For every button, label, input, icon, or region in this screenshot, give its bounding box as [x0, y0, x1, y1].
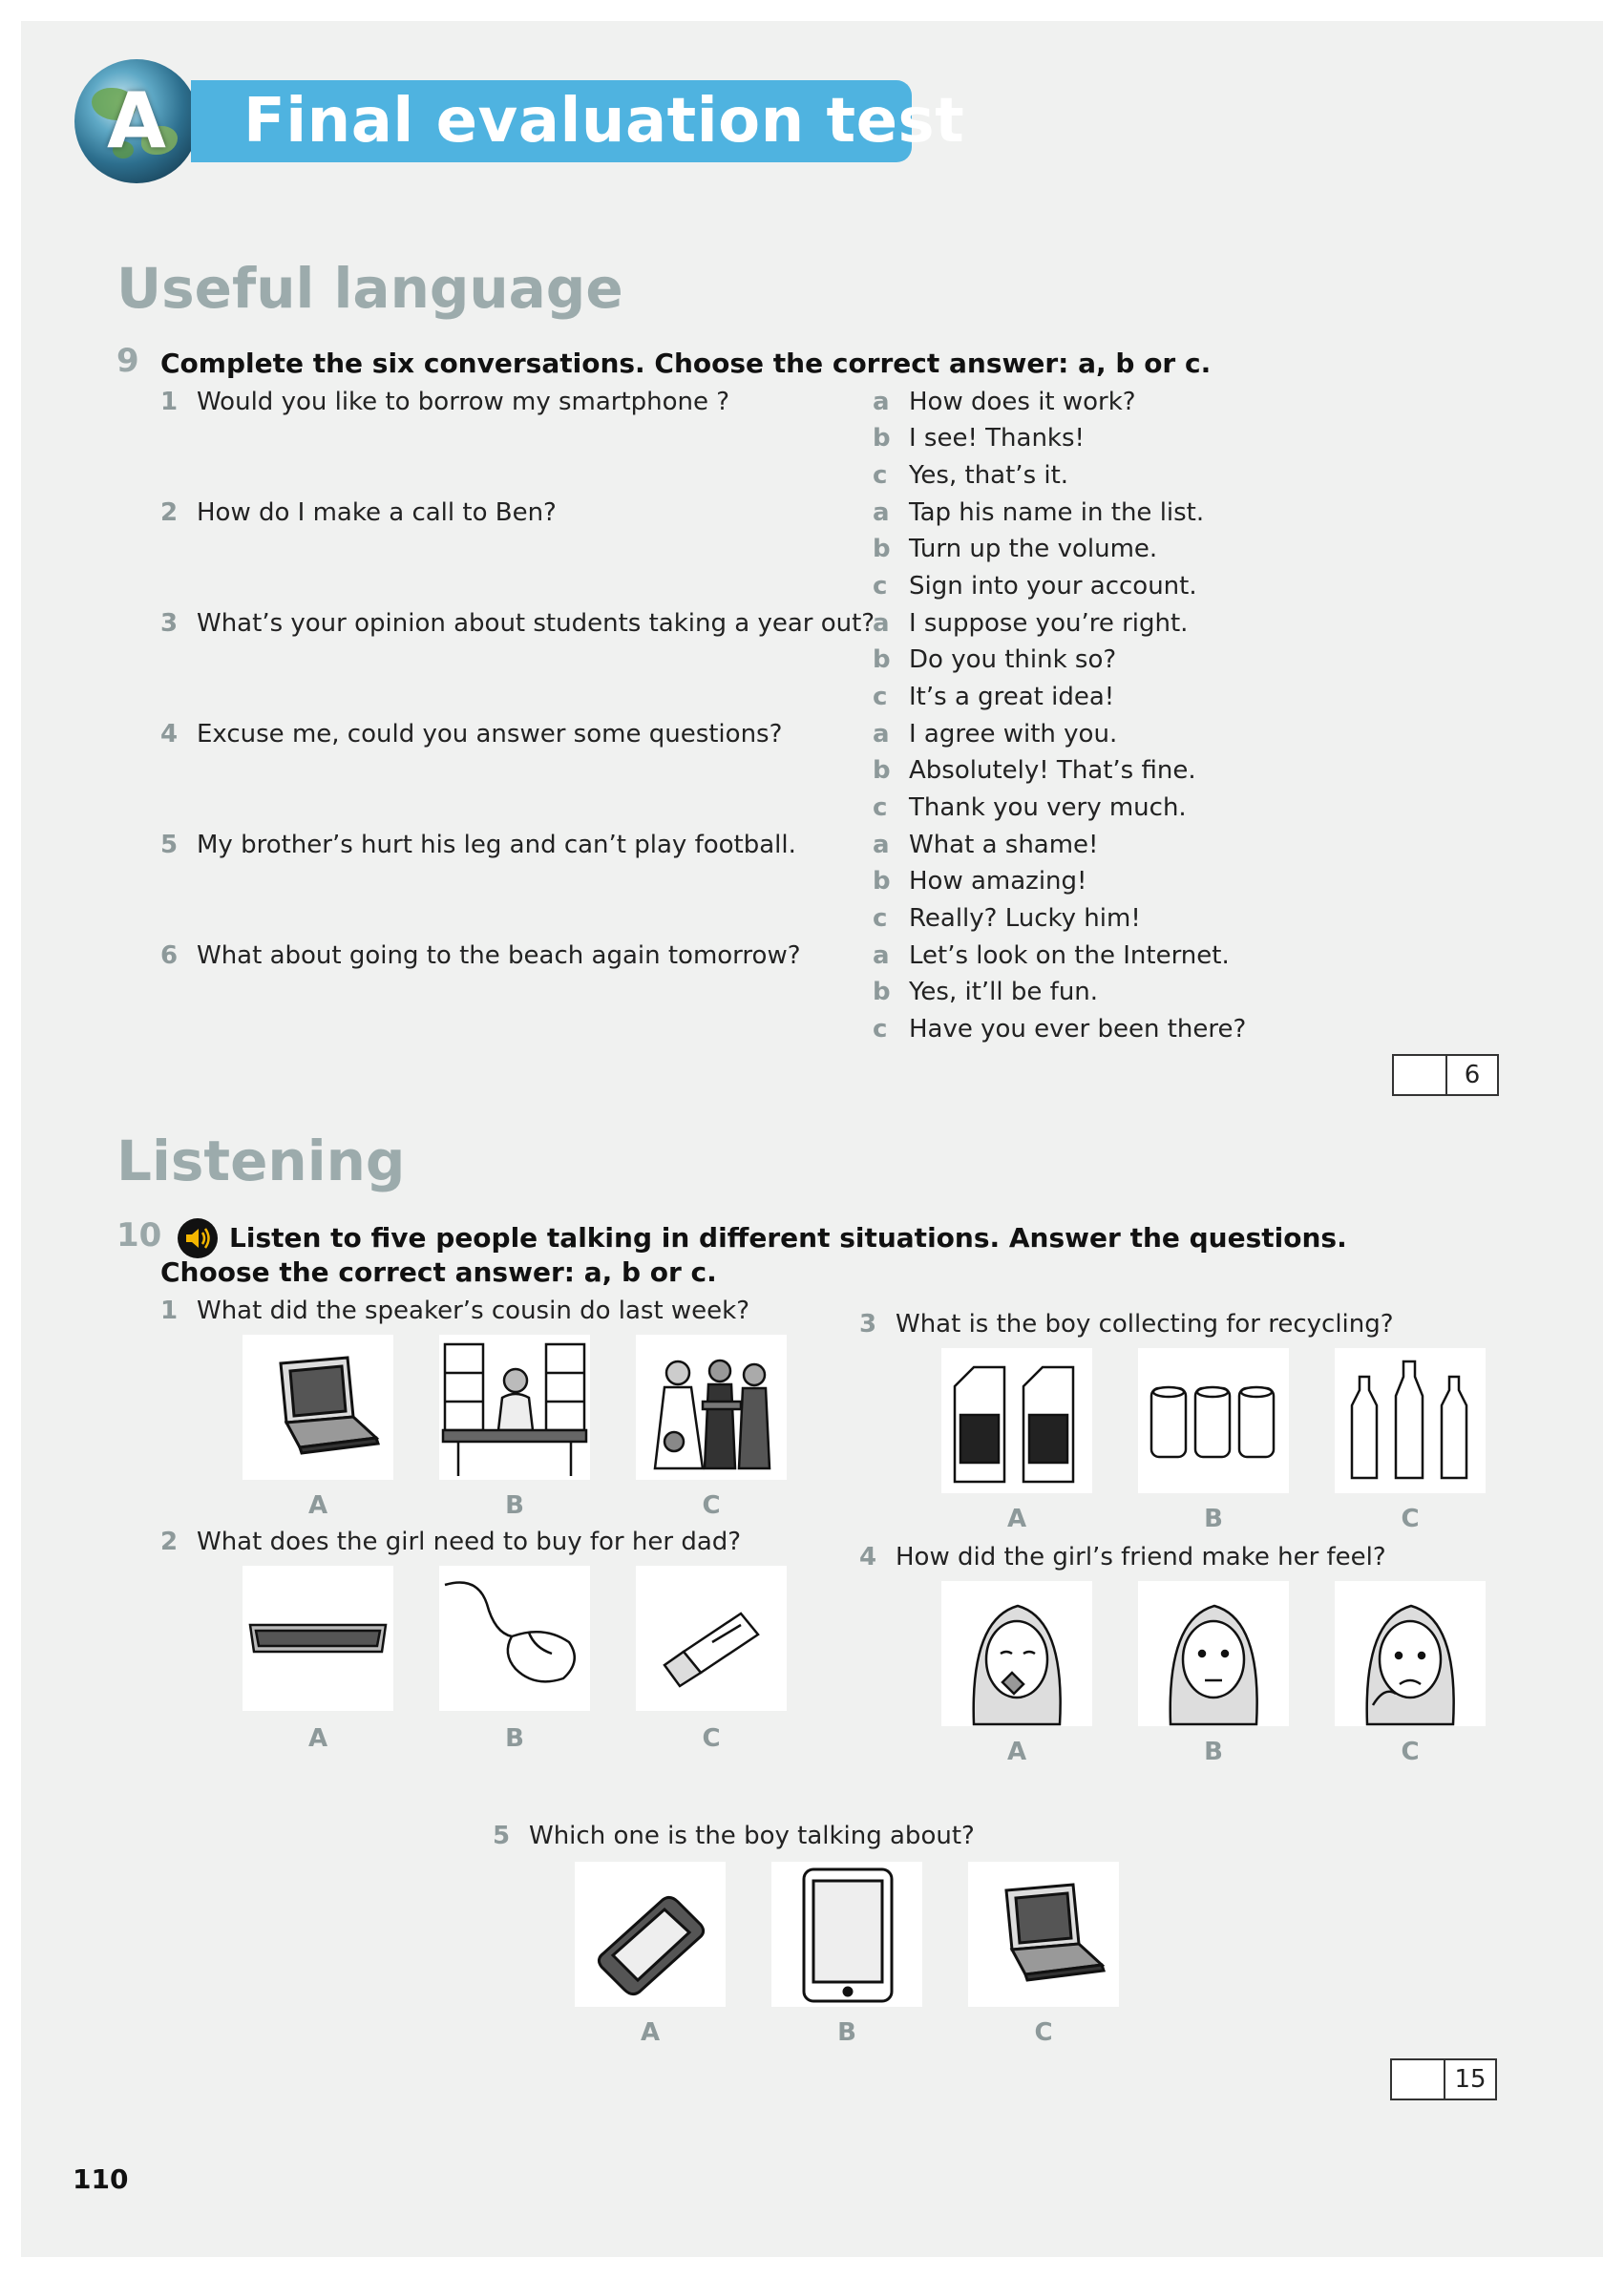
- ul-question-6: 6 What about going to the beach again tomorrow?: [160, 941, 801, 970]
- ul-option[interactable]: b Turn up the volume.: [873, 535, 1158, 563]
- exercise-9-instruction: Complete the six conversations. Choose the correct answer: a, b or c.: [160, 348, 1212, 379]
- choice-label: A: [307, 1491, 328, 1520]
- tablet-picture[interactable]: [771, 1862, 922, 2007]
- smartphone-picture[interactable]: [575, 1862, 726, 2007]
- scientist-lab-picture[interactable]: [439, 1335, 590, 1480]
- ul-question-1: 1 Would you like to borrow my smartphone ?: [160, 388, 730, 416]
- choice-label: B: [505, 1491, 524, 1520]
- cans-picture[interactable]: [1138, 1348, 1289, 1493]
- ul-option[interactable]: b I see! Thanks!: [873, 424, 1085, 453]
- exercise-10-instruction-1: Listen to five people talking in different situations. Answer the questions.: [229, 1222, 1347, 1254]
- score-input[interactable]: [1392, 2060, 1445, 2099]
- ul-question-4: 4 Excuse me, could you answer some questions?: [160, 720, 783, 749]
- ul-question-5: 5 My brother’s hurt his leg and can’t play football.: [160, 831, 796, 859]
- score-box-exercise-9[interactable]: [1392, 1054, 1499, 1096]
- ul-option[interactable]: c Really? Lucky him!: [873, 904, 1141, 933]
- ul-option[interactable]: a Let’s look on the Internet.: [873, 941, 1230, 970]
- ul-option[interactable]: c Have you ever been there?: [873, 1015, 1247, 1044]
- choice-label: B: [505, 1724, 524, 1753]
- choice-label: B: [837, 2018, 856, 2047]
- choice-label: A: [640, 2018, 661, 2047]
- ul-option[interactable]: a I agree with you.: [873, 720, 1118, 749]
- score-total: 6: [1464, 1061, 1481, 1089]
- girl-sad-picture[interactable]: [1335, 1581, 1486, 1726]
- choice-label: C: [1401, 1738, 1420, 1766]
- listening-question-5: 5 Which one is the boy talking about?: [493, 1822, 975, 1850]
- choice-label: C: [1401, 1505, 1420, 1533]
- ul-option[interactable]: b How amazing!: [873, 867, 1087, 896]
- exercise-10-number: 10: [116, 1216, 162, 1255]
- ul-option[interactable]: a I suppose you’re right.: [873, 609, 1189, 638]
- score-input[interactable]: [1394, 1056, 1447, 1094]
- ul-option[interactable]: c Sign into your account.: [873, 572, 1197, 601]
- ul-option[interactable]: c Yes, that’s it.: [873, 461, 1069, 490]
- cartons-picture[interactable]: [941, 1348, 1092, 1493]
- ul-option[interactable]: a How does it work?: [873, 388, 1136, 416]
- girl-neutral-picture[interactable]: [1138, 1581, 1289, 1726]
- ul-option[interactable]: a What a shame!: [873, 831, 1099, 859]
- mouse-picture[interactable]: [439, 1566, 590, 1711]
- ul-question-3: 3 What’s your opinion about students taking a year out?: [160, 609, 875, 638]
- ul-option[interactable]: c Thank you very much.: [873, 793, 1187, 822]
- useful-language-heading: Useful language: [116, 256, 623, 321]
- globe-badge: [74, 59, 199, 183]
- choice-label: B: [1204, 1505, 1223, 1533]
- choice-label: A: [1006, 1505, 1027, 1533]
- listening-question-4: 4 How did the girl’s friend make her feel?: [859, 1543, 1386, 1571]
- listening-heading: Listening: [116, 1128, 406, 1193]
- listening-question-3: 3 What is the boy collecting for recycling?: [859, 1310, 1394, 1339]
- badge-letter: A: [107, 76, 166, 165]
- ul-option[interactable]: a Tap his name in the list.: [873, 498, 1205, 527]
- wedding-picture[interactable]: [636, 1335, 787, 1480]
- ul-option[interactable]: b Do you think so?: [873, 645, 1117, 674]
- bottles-picture[interactable]: [1335, 1348, 1486, 1493]
- listening-question-1: 1 What did the speaker’s cousin do last week?: [160, 1297, 750, 1325]
- usb-stick-picture[interactable]: [636, 1566, 787, 1711]
- page-number: 110: [73, 2163, 129, 2195]
- ul-question-2: 2 How do I make a call to Ben?: [160, 498, 557, 527]
- listening-question-2: 2 What does the girl need to buy for her dad?: [160, 1528, 742, 1556]
- choice-label: B: [1204, 1738, 1223, 1766]
- page-title: Final evaluation test: [243, 86, 965, 157]
- choice-label: C: [702, 1491, 721, 1520]
- ul-option[interactable]: b Absolutely! That’s fine.: [873, 756, 1196, 785]
- laptop-picture[interactable]: [243, 1335, 393, 1480]
- laptop-picture[interactable]: [968, 1862, 1119, 2007]
- audio-speaker-icon[interactable]: [178, 1218, 218, 1258]
- score-total: 15: [1454, 2065, 1487, 2094]
- choice-label: C: [1034, 2018, 1053, 2047]
- ul-option[interactable]: c It’s a great idea!: [873, 683, 1115, 711]
- exercise-9-number: 9: [116, 342, 139, 380]
- choice-label: A: [1006, 1738, 1027, 1766]
- choice-label: A: [307, 1724, 328, 1753]
- ul-option[interactable]: b Yes, it’ll be fun.: [873, 978, 1099, 1006]
- choice-label: C: [702, 1724, 721, 1753]
- exercise-10-instruction-2: Choose the correct answer: a, b or c.: [160, 1256, 717, 1288]
- keyboard-picture[interactable]: [243, 1566, 393, 1711]
- girl-crying-picture[interactable]: [941, 1581, 1092, 1726]
- score-box-exercise-10[interactable]: [1390, 2058, 1497, 2100]
